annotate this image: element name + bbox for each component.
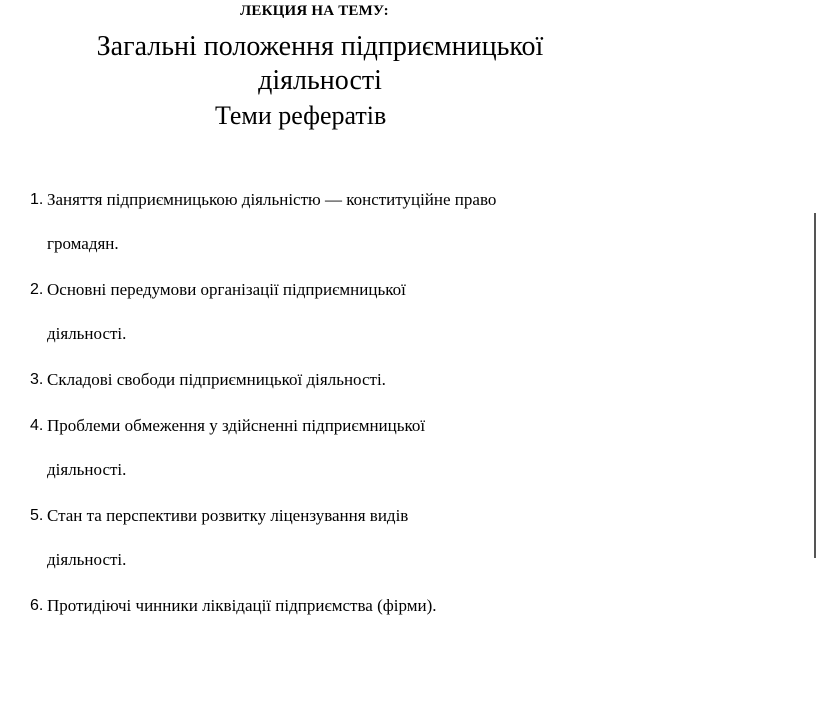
topic-text: Складові свободи підприємницької діяльності. xyxy=(47,370,386,389)
topic-text: Стан та перспективи розвитку ліцензування видів xyxy=(47,506,409,525)
topic-text-continuation: діяльності. xyxy=(47,324,127,343)
topic-number: 3. xyxy=(30,371,44,388)
topic-number: 4. xyxy=(30,417,44,434)
topic-text: Основні передумови організації підприємницької xyxy=(47,280,406,299)
topic-item-4 xyxy=(30,404,650,492)
topic-number: 2. xyxy=(30,281,44,298)
lecture-title-line-1: Загальні положення підприємницької xyxy=(96,31,544,62)
topic-text-continuation: діяльності. xyxy=(47,460,127,479)
topic-number: 5. xyxy=(30,507,44,524)
lecture-header-label: ЛЕКЦИЯ НА ТЕМУ: xyxy=(240,3,389,19)
topic-item-5 xyxy=(30,494,650,582)
topic-number: 1. xyxy=(30,191,44,208)
topic-item-3 xyxy=(30,358,650,402)
topic-text-continuation: діяльності. xyxy=(47,550,127,569)
topic-item-1 xyxy=(30,178,650,266)
lecture-title xyxy=(40,30,600,98)
topic-text: Протидіючі чинники ліквідації підприємства (фірми). xyxy=(47,596,437,615)
topic-item-6 xyxy=(30,584,650,628)
topic-item-2 xyxy=(30,268,650,356)
essay-topics-heading: Теми рефератів xyxy=(215,101,387,130)
topic-text: Проблеми обмеження у здійсненні підприємницької xyxy=(47,416,426,435)
topic-list xyxy=(30,178,650,630)
topic-text: Заняття підприємницькою діяльністю — конституційне право xyxy=(47,190,497,209)
lecture-title-line-2: діяльності xyxy=(258,65,382,96)
topic-number: 6. xyxy=(30,597,44,614)
topic-text-continuation: громадян. xyxy=(47,234,119,253)
